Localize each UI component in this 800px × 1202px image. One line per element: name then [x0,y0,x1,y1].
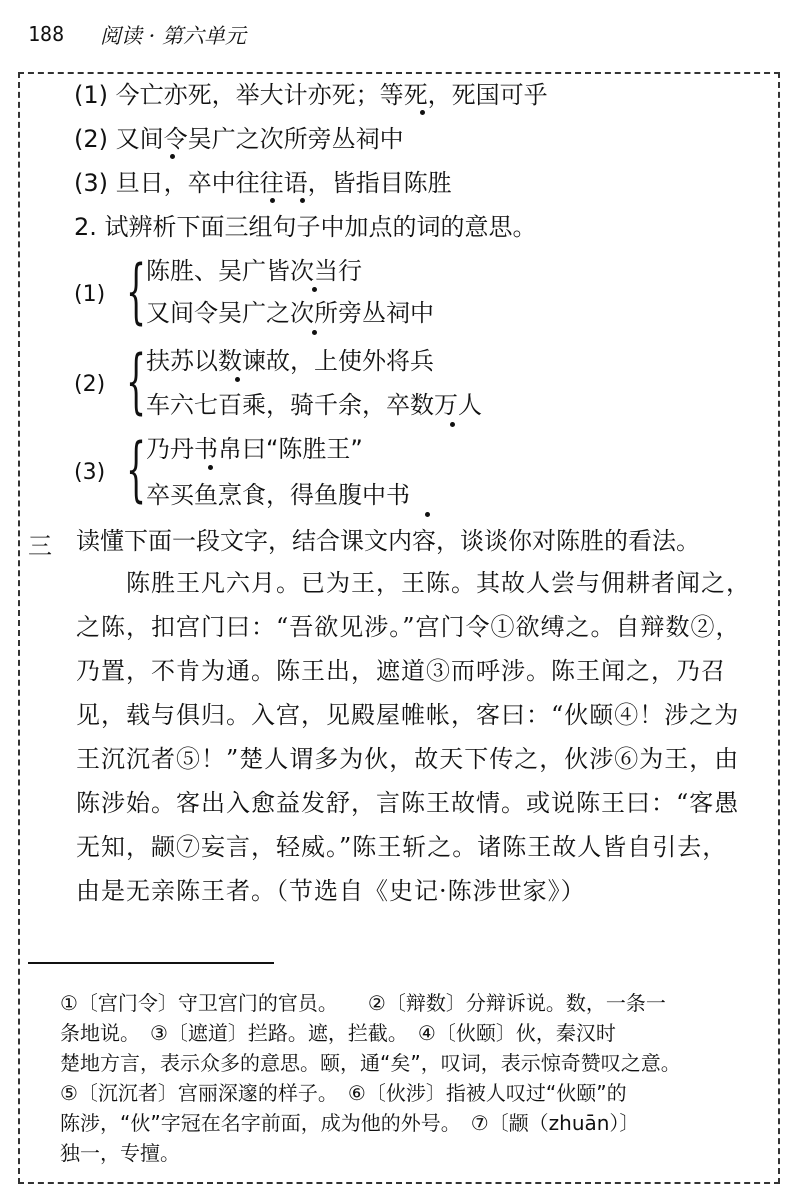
page-number: 188 [28,22,65,46]
footnote-line: ⑤〔沉沉者〕宫丽深邃的样子。 ⑥〔伙涉〕指被人叹过“伙颐”的 [60,1081,627,1105]
emphasis-dot [235,377,240,382]
q2-prompt: 2. 试辨析下面三组句子中加点的词的意思。 [74,213,537,241]
q2-group-3-line-1: 乃丹书帛曰“陈胜王” [146,435,363,463]
footnote-line: 条地说。 ③〔遮道〕拦路。遮，拦截。 ④〔伙颐〕伙，秦汉时 [60,1021,616,1045]
q1-item-2: (2) 又间令吴广之次所旁丛祠中 [74,125,404,153]
passage-line: 陈涉始。客出入愈益发舒，言陈王故情。或说陈王曰：“客愚 [76,789,740,817]
emphasis-dot [312,287,317,292]
footnote-line: ①〔宫门令〕守卫宫门的官员。 ②〔辩数〕分辩诉说。数，一条一 [60,991,666,1015]
passage-line: 由是无亲陈王者。（节选自《史记·陈涉世家》） [76,877,586,905]
q2-group-2-label: (2) [74,372,106,397]
q2-group-1-line-1: 陈胜、吴广皆次当行 [146,257,362,285]
q2-group-2-line-1: 扶苏以数谏故，上使外将兵 [146,347,434,375]
q1-item-1: (1) 今亡亦死，举大计亦死；等死，死国可乎 [74,81,548,109]
section-number: 三 [28,532,52,560]
passage-line: 王沉沉者⑤！”楚人谓多为伙，故天下传之，伙涉⑥为王，由 [76,745,740,773]
footnote-line: 独一，专擅。 [60,1141,180,1165]
q2-group-3-line-2: 卒买鱼烹食，得鱼腹中书 [146,481,410,509]
left-brace: { [126,340,147,422]
emphasis-dot [270,198,275,203]
emphasis-dot [312,330,317,335]
q2-group-3-label: (3) [74,460,106,485]
emphasis-dot [420,110,425,115]
footnote-rule [28,962,274,964]
q1-item-3: (3) 旦日，卒中往往语，皆指目陈胜 [74,169,452,197]
left-brace: { [126,250,147,332]
emphasis-dot [208,465,213,470]
footnote-line: 陈涉，“伙”字冠在名字前面，成为他的外号。 ⑦〔颛（zhuān）〕 [60,1111,640,1135]
running-title: 阅读 · 第六单元 [100,24,247,48]
passage-line: 见，载与俱归。入宫，见殿屋帷帐，客曰：“伙颐④！涉之为 [76,701,740,729]
section-prompt: 读懂下面一段文字，结合课文内容，谈谈你对陈胜的看法。 [76,527,700,555]
q2-group-2-line-2: 车六七百乘，骑千余，卒数万人 [146,391,482,419]
footnote-line: 楚地方言，表示众多的意思。颐，通“矣”，叹词，表示惊奇赞叹之意。 [60,1051,681,1075]
emphasis-dot [450,422,455,427]
q2-group-1-line-2: 又间令吴广之次所旁丛祠中 [146,299,434,327]
emphasis-dot [425,512,430,517]
emphasis-dot [170,154,175,159]
passage-line: 无知，颛⑦妄言，轻威。”陈王斩之。诸陈王故人皆自引去， [76,833,728,861]
passage-line: 之陈，扣宫门曰：“吾欲见涉。”宫门令①欲缚之。自辩数②， [76,613,741,641]
left-brace: { [126,428,147,510]
passage-line: 陈胜王凡六月。已为王，王陈。其故人尝与佣耕者闻之， [76,569,751,597]
passage-line: 乃置，不肯为通。陈王出，遮道③而呼涉。陈王闻之，乃召 [76,657,726,685]
emphasis-dot [300,198,305,203]
q2-group-1-label: (1) [74,282,106,307]
